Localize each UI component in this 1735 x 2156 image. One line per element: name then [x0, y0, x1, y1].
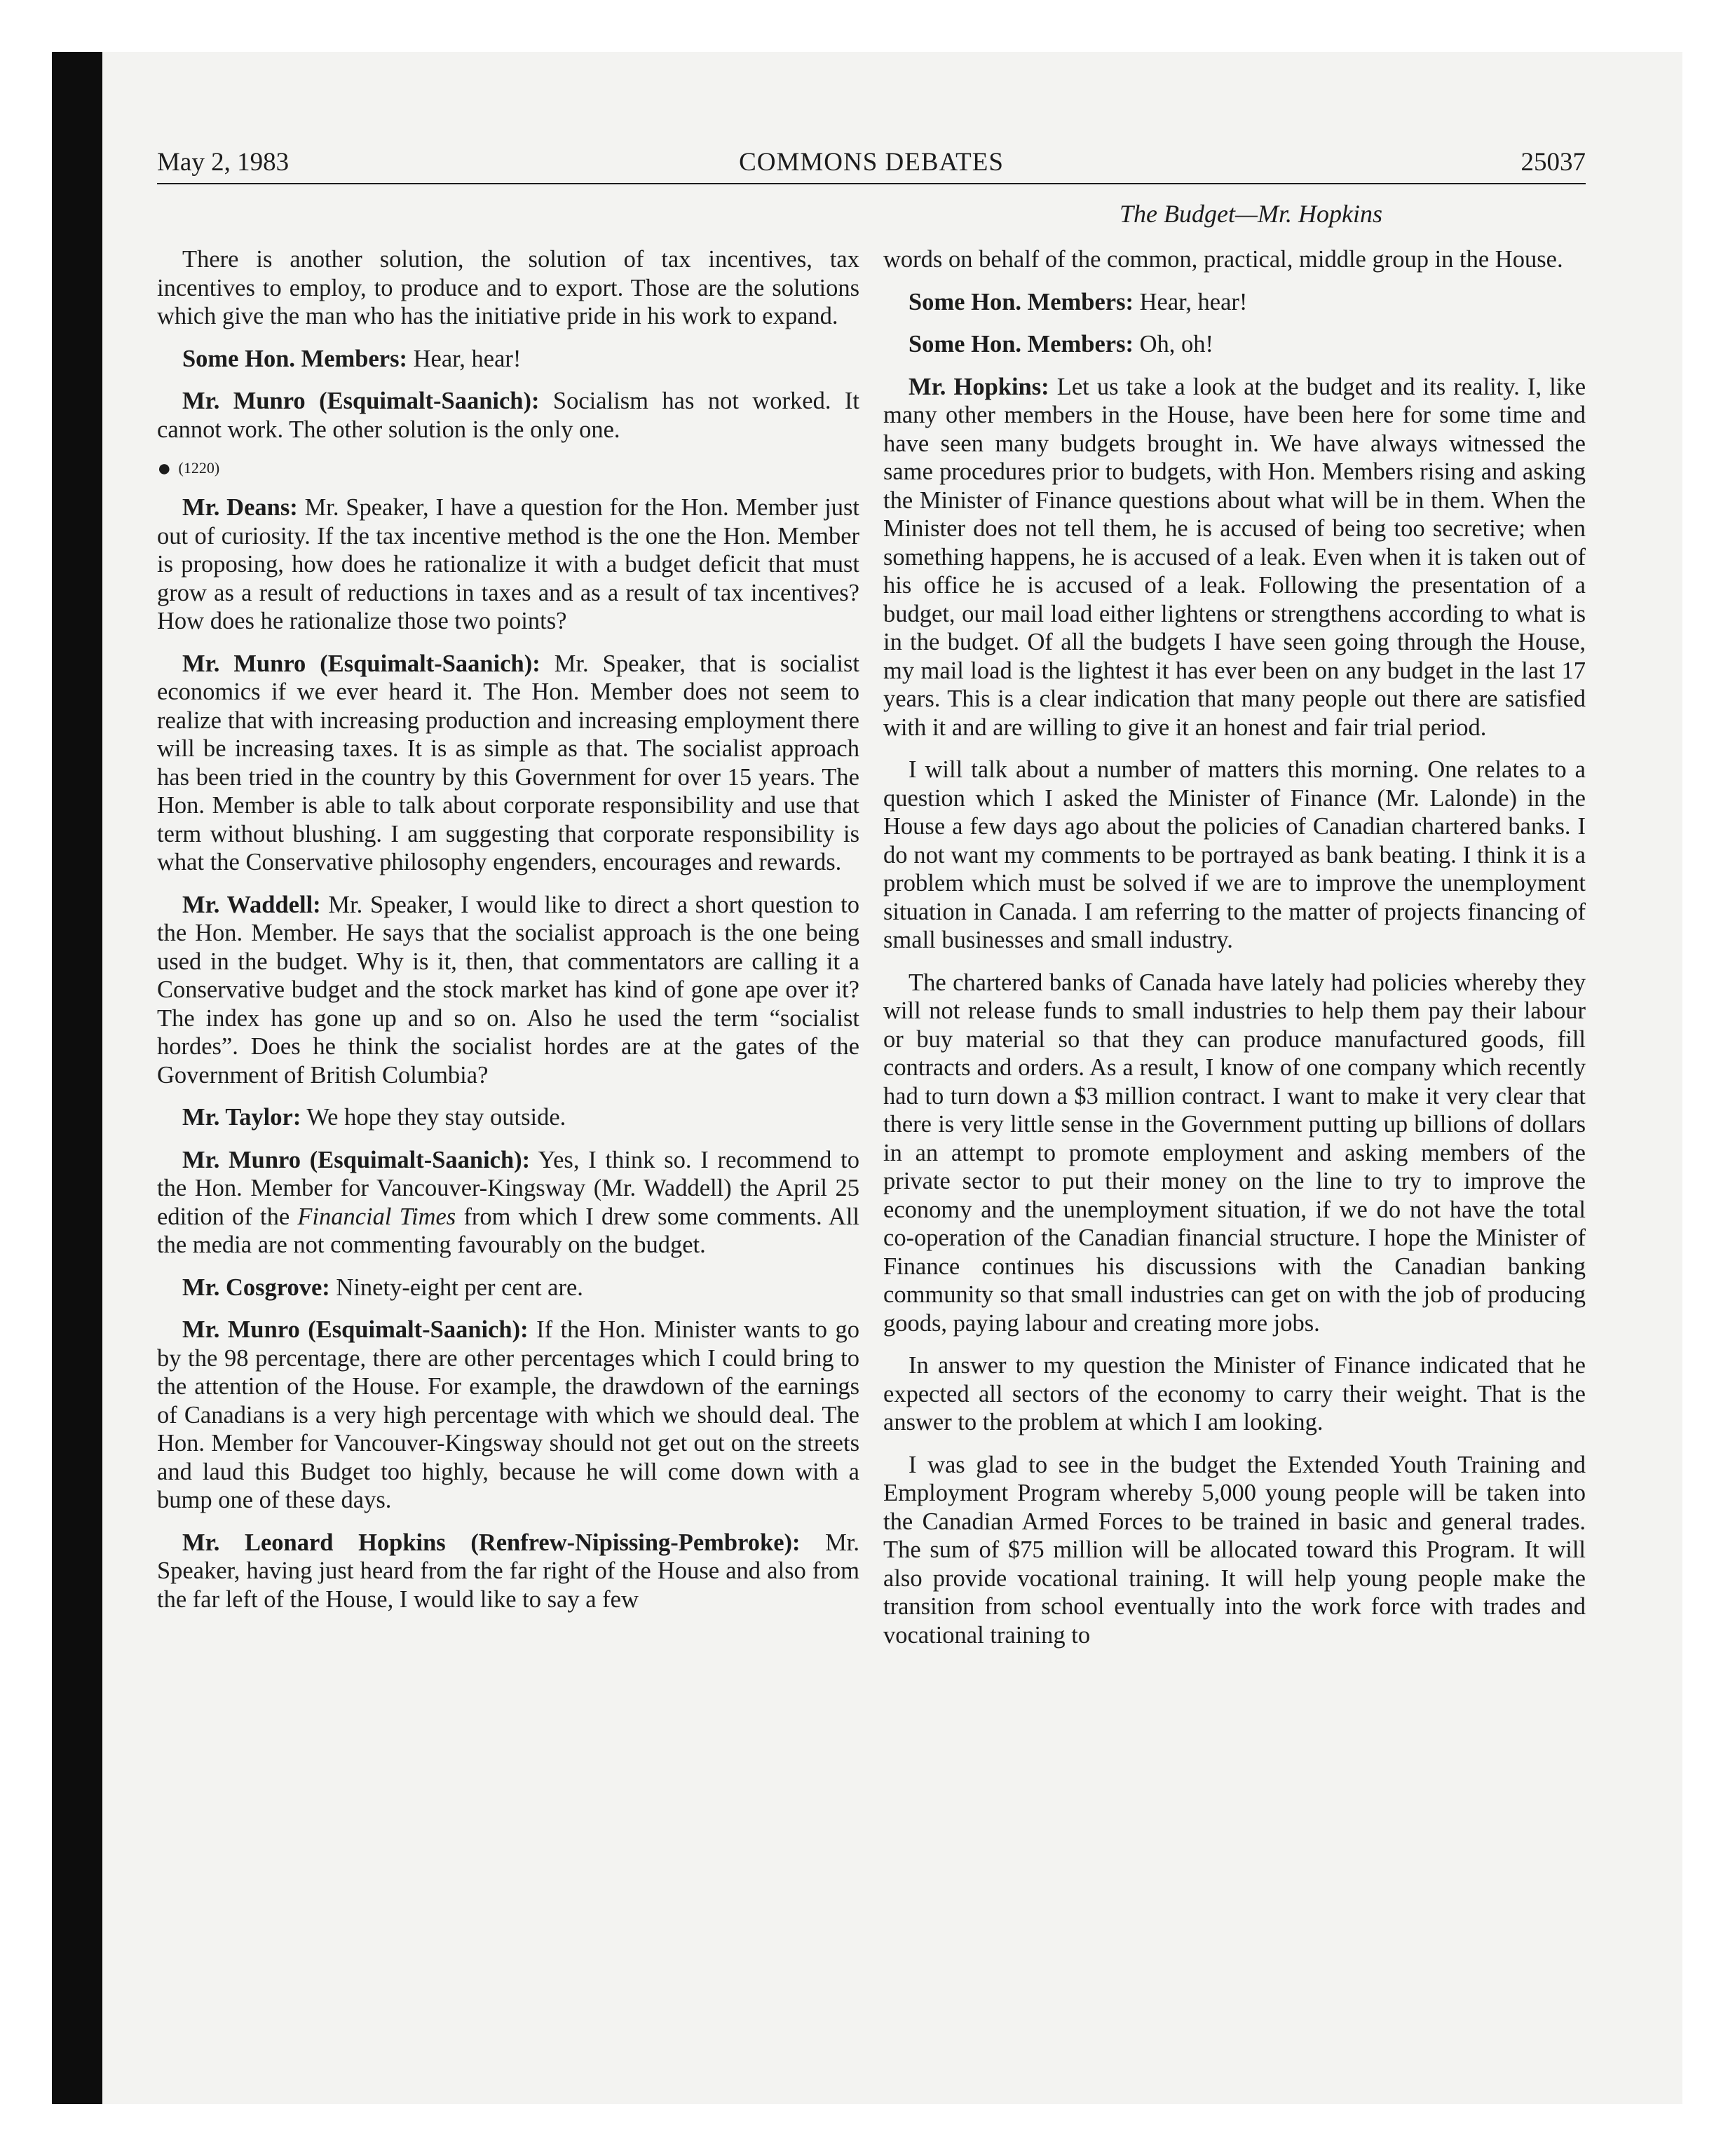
paragraph: [157, 387, 859, 444]
paragraph-text: Hear, hear!: [407, 345, 522, 372]
speaker-name: Some Hon. Members:: [909, 288, 1134, 315]
paragraph: [157, 891, 859, 1090]
paragraph-text: Mr. Speaker, that is socialist economics if we ever heard it. The Hon. Member does not seem to realize that with increasing production and increasing employment there will be increasing taxes. It is as simple as that. The socialist approach has been tried in the country by this Government for over 15 years. The Hon. Member is able to talk about corporate responsibility and use that term without blushing. I am suggesting that corporate responsibility is what the Conservative philosophy engenders, encourages and rewards.: [157, 650, 859, 875]
bullet-icon: ●: [157, 456, 172, 482]
running-head: The Budget—Mr. Hopkins: [1120, 200, 1382, 228]
paragraph-text: In answer to my question the Minister of Finance indicated that he expected all sectors of the economy to carry their weight. That is the answer to the problem at which I am looking.: [883, 1352, 1586, 1435]
speaker-name: Mr. Cosgrove:: [182, 1274, 330, 1301]
speaker-name: Mr. Munro (Esquimalt-Saanich):: [182, 1146, 531, 1173]
paragraph-text: There is another solution, the solution of tax incentives, tax incentives to employ, to produce and to export. Those are the solutions which give the man who has the initiative pride in his work to expand.: [157, 246, 859, 329]
paragraph-text: Mr. Speaker, I have a question for the Hon. Member just out of curiosity. If the tax incentive method is the one the Hon. Member is proposing, how does he rationalize it with a budget deficit that must grow as a result of reductions in taxes and as a result of tax incentives? How does he rationalize those two points?: [157, 494, 860, 634]
time-marker: [157, 456, 859, 482]
paragraph-text: Socialism has not worked. It cannot work. The other solution is the only one.: [157, 388, 859, 443]
paragraph: [883, 373, 1586, 742]
paragraph-text: Ninety-eight per cent are.: [329, 1274, 583, 1301]
speaker-name: Mr. Munro (Esquimalt-Saanich):: [182, 388, 540, 414]
header-date: May 2, 1983: [157, 148, 290, 177]
speaker-name: Mr. Taylor:: [182, 1104, 301, 1131]
paragraph-text: Mr. Speaker, having just heard from the far right of the House and also from the far left of the House, I would like to say a few: [157, 1529, 859, 1613]
paragraph: [157, 1103, 859, 1132]
publication-title: Financial Times: [297, 1203, 456, 1230]
paragraph-text: I was glad to see in the budget the Extended Youth Training and Employment Program whereby 5,000 young people will be taken into the Canadian Armed Forces to be trained in basic and general trades. The sum of $75 million will be allocated toward this Program. It will also provide vocational training. It will help young people make the transition from school eventually into the work force with trades and vocational training to: [883, 1451, 1586, 1649]
speaker-name: Some Hon. Members:: [182, 345, 407, 372]
page-header: [157, 147, 1586, 182]
paragraph: [157, 1274, 859, 1302]
speaker-name: Mr. Deans:: [182, 494, 298, 521]
paragraph-text: Let us take a look at the budget and its reality. I, like many other members in the House, have been here for some time and have seen many budgets brought in. We have always witnessed the same procedures prior to budgets, with Hon. Members rising and asking the Minister of Finance questions about what will be in them. When the Minister does not tell them, he is accused of being too secretive; when something happens, he is accused of a leak. Even when it is taken out of his office he is accused of a leak. Following the presentation of a budget, our mail load either lightens or strengthens according to what is in the budget. Of all the budgets I have seen going through the House, my mail load is the lightest it has ever been on any budget in the last 17 years. This is a clear indication that many people out there are satisfied with it and are willing to give it an honest and fair trial period.: [883, 373, 1586, 741]
paragraph: [157, 345, 859, 374]
paragraph: [883, 330, 1586, 359]
binding-edge: [52, 52, 102, 2104]
speaker-name: Mr. Waddell:: [182, 891, 321, 918]
paragraph: [883, 969, 1586, 1338]
paragraph: [883, 756, 1586, 955]
speaker-name: Mr. Munro (Esquimalt-Saanich):: [182, 650, 540, 677]
paragraph: [883, 288, 1586, 317]
paragraph: [157, 245, 859, 331]
header-rule: [157, 183, 1586, 184]
paragraph-text: Oh, oh!: [1133, 331, 1214, 357]
paragraph-text: words on behalf of the common, practical, middle group in the House.: [883, 246, 1563, 273]
header-title: COMMONS DEBATES: [739, 148, 1004, 177]
paragraph: [157, 1146, 859, 1260]
paragraph: [883, 1351, 1586, 1437]
speaker-name: Some Hon. Members:: [909, 331, 1134, 357]
paragraph-text: Hear, hear!: [1133, 288, 1248, 315]
paragraph-text: If the Hon. Minister wants to go by the 98 percentage, there are other percentages which I could bring to the attention of the House. For example, the drawdown of the earnings of Canadians is a very high percentage with which we should deal. The Hon. Member for Vancouver-Kingsway should not get out on the streets and laud this Budget too highly, because he will come down with a bump one of these days.: [157, 1316, 859, 1513]
speaker-name: Mr. Leonard Hopkins (Renfrew-Nipissing-Pembroke):: [182, 1529, 801, 1556]
paragraph-text: I will talk about a number of matters this morning. One relates to a question which I asked the Minister of Finance (Mr. Lalonde) in the House a few days ago about the policies of Canadian chartered banks. I do not want my comments to be portrayed as bank beating. I think it is a problem which must be solved if we are to improve the unemployment situation in Canada. I am referring to the matter of projects financing of small businesses and small industry.: [883, 756, 1586, 953]
speaker-name: Mr. Hopkins:: [909, 373, 1049, 400]
paragraph-text: The chartered banks of Canada have lately had policies whereby they will not release funds to small industries to help them pay their labour or buy material so that they can produce manufactured goods, fill contracts and orders. As a result, I know of one company which recently had to turn down a $3 million contract. I want to make it very clear that there is very little sense in the Government putting up billions of dollars in an attempt to promote employment and asking members of the private sector to put their money on the line to try to improve the economy and the unemployment situation, if we do not have the total co-operation of the Canadian financial structure. I hope the Minister of Finance continues his discussions with the Canadian banking community so that small industries can get on with the job of producing goods, paying labour and creating more jobs.: [883, 969, 1586, 1337]
paragraph-text: Mr. Speaker, I would like to direct a short question to the Hon. Member. He says that the socialist approach is the one being used in the budget. Why is it, then, that commentators are calling it a Conservative budget and the stock market has kind of gone ape over it? The index has gone up and so on. Also he used the term “socialist hordes”. Does he think the socialist hordes are at the gates of the Government of British Columbia?: [157, 891, 859, 1089]
right-column: [883, 245, 1586, 1663]
speaker-name: Mr. Munro (Esquimalt-Saanich):: [182, 1316, 529, 1343]
time-marker-text: (1220): [178, 459, 220, 477]
left-column: [157, 245, 859, 1628]
paragraph-text: We hope they stay outside.: [301, 1104, 566, 1131]
paragraph: [157, 650, 859, 877]
paragraph-text: Yes, I think so. I recommend to the Hon. Member for Vancouver-Kingsway (Mr. Waddell) the April 25 edition of the: [157, 1146, 859, 1230]
paragraph-text: from which I drew some comments. All the media are not commenting favourably on the budget.: [157, 1203, 859, 1258]
header-page-number: 25037: [1520, 148, 1586, 177]
paragraph: [157, 1529, 859, 1614]
paragraph: [157, 493, 859, 636]
paragraph: [883, 245, 1586, 274]
paragraph: [157, 1316, 859, 1515]
paragraph: [883, 1451, 1586, 1650]
